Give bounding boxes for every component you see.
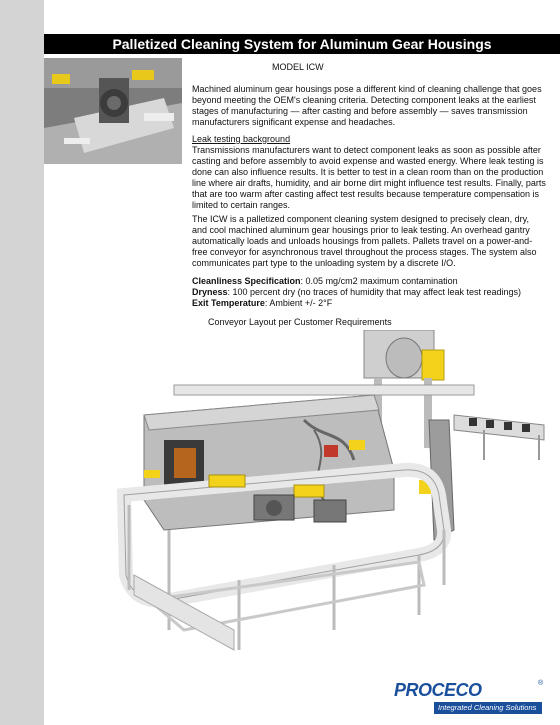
registered-mark: ® xyxy=(538,680,544,687)
model-label: MODEL ICW xyxy=(272,62,324,72)
icw-paragraph: The ICW is a palletized component cleaning system designed to precisely clean, dry, and cool machined aluminum gear housings prior to leak testing. An overhead gantry automatically loads and unloads housings from pallets. Pallets travel on a power-and-free conveyor for asynchronous travel throughout the process stages. The system also communicates part type to the unloading system by a discrete I/O. xyxy=(192,214,537,268)
proceco-logo xyxy=(394,680,544,720)
machine-closeup-image xyxy=(44,58,182,164)
spec-exit-temperature: Exit Temperature: Ambient +/- 2°F xyxy=(192,298,333,308)
page-title: Palletized Cleaning System for Aluminum Gear Housings xyxy=(44,34,560,54)
leak-testing-paragraph: Transmissions manufacturers want to detect component leaks as soon as possible after casting and before assembly to avoid expense and wasted energy. Where leak testing is done can also influence results. It is better to test in a clean room than on the production line where air drafts, humidity, and air borne dirt might influence test results. Finally, parts that are too warm after casting affect test results because temperature compensation is limited to certain ranges. xyxy=(192,145,546,210)
specifications-list xyxy=(192,276,546,309)
intro-paragraph: Machined aluminum gear housings pose a different kind of cleaning challenge that goes beyond meeting the OEM's cleaning criteria. Detecting component leaks at the earliest stages of manufacturing — after casting and before assembly — saves transmission manufacturers significant expense and headaches. xyxy=(192,84,542,127)
cleaning-system-image xyxy=(74,330,558,670)
document-page xyxy=(44,0,560,725)
spec-cleanliness: Cleanliness Specification: 0.05 mg/cm2 maximum contamination xyxy=(192,276,458,286)
conveyor-system-photo xyxy=(74,330,558,670)
spec-dryness: Dryness: 100 percent dry (no traces of humidity that may affect leak test readings) xyxy=(192,287,522,297)
logo-wordmark: PROCECO xyxy=(394,680,482,700)
leak-testing-heading: Leak testing background xyxy=(192,134,291,144)
product-photo-small xyxy=(44,58,182,164)
conveyor-caption: Conveyor Layout per Customer Requirements xyxy=(208,317,392,327)
leak-testing-section xyxy=(192,134,546,211)
logo-tagline: Integrated Cleaning Solutions xyxy=(438,703,537,712)
